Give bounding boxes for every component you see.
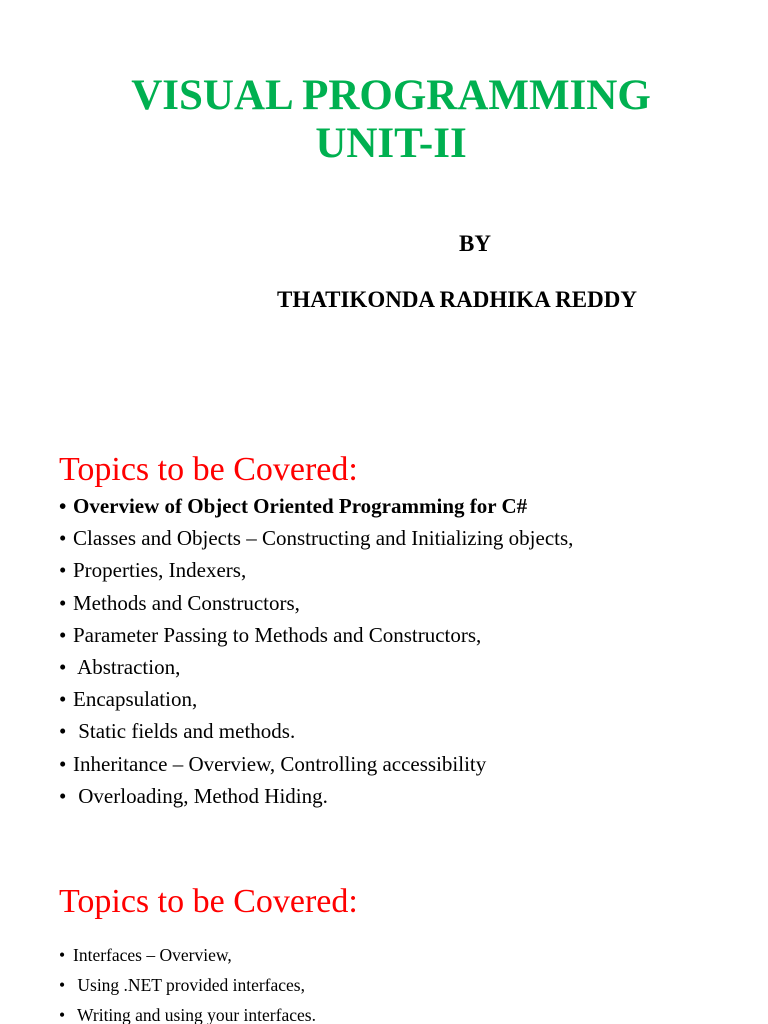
- bullet-icon: •: [59, 975, 66, 995]
- author-name: THATIKONDA RADHIKA REDDY: [277, 287, 637, 312]
- bullet-icon: •: [59, 945, 66, 965]
- bullet-icon: •: [59, 655, 67, 680]
- list-item-text: Overview of Object Oriented Programming for C#: [73, 494, 528, 518]
- list-item-text: Parameter Passing to Methods and Constructors,: [73, 622, 482, 647]
- topics-slide-1: [0, 430, 768, 850]
- list-item: [59, 748, 749, 780]
- list-item: [59, 940, 749, 970]
- list-item: [59, 715, 749, 747]
- list-item-text: Overloading, Method Hiding.: [73, 783, 328, 808]
- bullet-icon: •: [59, 622, 67, 647]
- list-item: [59, 683, 749, 715]
- list-item-text: Methods and Constructors,: [73, 590, 300, 615]
- list-item-text: Writing and using your interfaces.: [73, 1005, 316, 1024]
- list-item-text: Inheritance – Overview, Controlling accessibility: [73, 751, 487, 776]
- list-item: [59, 619, 749, 651]
- topics-list: [59, 940, 749, 1024]
- list-item: [59, 554, 749, 586]
- by-label: BY: [459, 231, 491, 256]
- list-item-text: Static fields and methods.: [73, 719, 296, 744]
- slide-title-line-1: VISUAL PROGRAMMING: [131, 72, 651, 119]
- bullet-icon: •: [59, 687, 67, 712]
- list-item-text: Using .NET provided interfaces,: [73, 975, 305, 995]
- bullet-icon: •: [59, 1005, 66, 1024]
- list-item-text: Abstraction,: [73, 655, 181, 680]
- bullet-icon: •: [59, 526, 67, 551]
- list-item-text: Interfaces – Overview,: [73, 945, 232, 965]
- slide-title-line-2: UNIT-II: [315, 120, 467, 167]
- list-item: [59, 651, 749, 683]
- bullet-icon: •: [59, 719, 67, 744]
- list-item: [59, 490, 749, 522]
- bullet-icon: •: [59, 494, 67, 518]
- list-item-text: Properties, Indexers,: [73, 558, 247, 583]
- list-item: [59, 780, 749, 812]
- topics-list: [59, 490, 749, 812]
- bullet-icon: •: [59, 590, 67, 615]
- topics-heading: Topics to be Covered:: [59, 883, 358, 920]
- slide-title: [0, 72, 768, 168]
- bullet-icon: •: [59, 783, 67, 808]
- list-item: [59, 522, 749, 554]
- list-item: [59, 587, 749, 619]
- bullet-icon: •: [59, 558, 67, 583]
- list-item-text: Encapsulation,: [73, 687, 198, 712]
- title-slide: [0, 0, 768, 410]
- topics-slide-2: [0, 862, 768, 1024]
- list-item: [59, 1000, 749, 1024]
- bullet-icon: •: [59, 751, 67, 776]
- topics-heading: Topics to be Covered:: [59, 451, 358, 488]
- list-item: [59, 970, 749, 1000]
- list-item-text: Classes and Objects – Constructing and Initializing objects,: [73, 526, 574, 551]
